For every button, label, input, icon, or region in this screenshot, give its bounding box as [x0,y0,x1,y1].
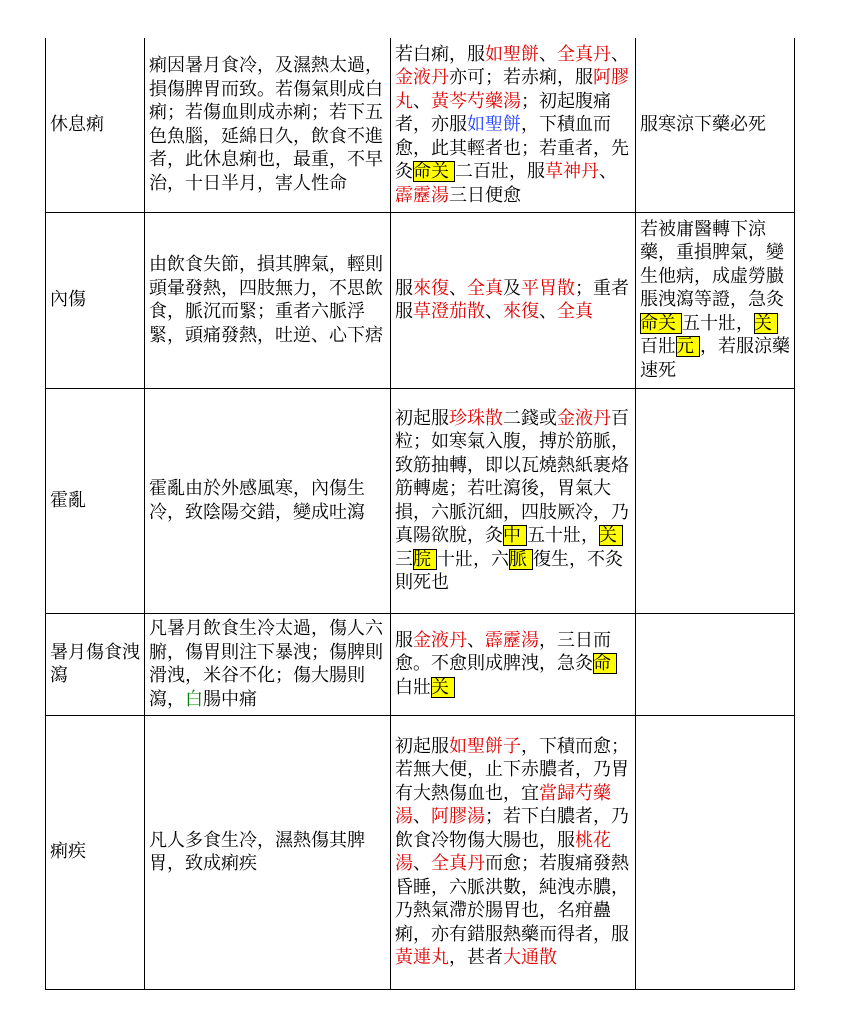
remedy-name: 來復 [413,277,449,299]
table-row [46,613,795,715]
acupoint-highlight: 关 [754,313,778,334]
contraindication [636,613,795,715]
remedy-name: 草澄茄散 [413,301,485,322]
remedy-name: 金液丹 [557,407,611,429]
remedy-name: 霹靂湯 [395,184,449,206]
acupoint-highlight: 关 [599,525,623,546]
disease-name: 休息痢 [46,38,145,212]
disease-description: 凡暑月飲食生冷太過，傷人六腑，傷胃則注下暴洩；傷脾則滑洩，米谷不化；傷大腸則瀉，白腸中痛 [145,613,391,715]
remedy-name: 黃連丸 [395,947,449,968]
disease-description: 凡人多食生冷，濕熱傷其脾胃，致成痢疾 [145,715,391,989]
acupoint-highlight: 命关 [413,161,455,182]
disease-table [45,38,795,990]
remedy-name: 來復 [503,301,539,322]
acupoint-highlight: 命关 [640,313,682,334]
remedy-name: 全真 [557,301,593,322]
acupoint-highlight: 脘 [413,549,437,570]
herb-name: 白 [185,688,203,710]
table-row [46,715,795,989]
disease-description: 痢因暑月食冷，及濕熱太過，損傷脾胃而致。若傷氣則成白痢；若傷血則成赤痢；若下五色魚腦，延綿日久，飲食不進者，此休息痢也，最重，不早治，十日半月，害人性命 [145,38,391,212]
remedy-name: 全真丹 [431,853,485,874]
table-row [46,388,795,613]
disease-name: 暑月傷食洩瀉 [46,613,145,715]
disease-name: 痢疾 [46,715,145,989]
remedy-name: 如聖餅 [485,43,539,65]
disease-description: 由飲食失節，損其脾氣，輕則頭暈發熱，四肢無力，不思飲食，脈沉而緊；重者六脈浮緊，頭痛發熱，吐逆、心下痞 [145,212,391,388]
remedy-name: 黃芩芍藥湯 [431,90,521,112]
remedy-name: 金液丹 [413,629,467,651]
treatment: 初起服珍珠散二錢或金液丹百粒；如寒氣入腹，搏於筋脈，致筋抽轉，即以瓦燒熱紙裹烙筋轉處；若吐瀉後，胃氣大損，六脈沉細，四肢厥冷，乃真陽欲脫，灸中 五十壯，关三脘 十壯，六脈 復生，不灸則死也 [391,388,636,613]
remedy-name: 全真 [467,277,503,299]
treatment: 若白痢，服如聖餅、全真丹、金液丹亦可；若赤痢，服阿膠丸、黃芩芍藥湯；初起腹痛者，亦服如聖餅，下積血而愈，此其輕者也；若重者，先灸命关 二百壯，服草神丹、霹靂湯三日便愈 [391,38,636,212]
remedy-name: 金液丹 [395,67,449,88]
disease-name: 內傷 [46,212,145,388]
table-row [46,212,795,388]
table-row [46,38,795,212]
remedy-name: 阿膠丸 [395,67,629,112]
acupoint-highlight: 脈 [509,549,533,570]
remedy-name: 桃花湯 [395,829,611,874]
remedy-name: 全真丹 [557,43,611,65]
disease-description: 霍亂由於外感風寒，內傷生冷，致陰陽交錯，變成吐瀉 [145,388,391,613]
remedy-name: 如聖餅子 [449,735,521,757]
contraindication: 若被庸醫轉下涼藥，重損脾氣，變生他病，成虛勞臌脹洩瀉等證，急灸命关 五十壯，关百壯元 ，若服涼藥速死 [636,212,795,388]
contraindication [636,715,795,989]
acupoint-highlight: 元 [676,336,700,357]
remedy-name: 平胃散 [521,277,575,299]
remedy-name: 珍珠散 [449,407,503,429]
remedy-name: 阿膠湯 [431,806,485,827]
disease-name: 霍亂 [46,388,145,613]
remedy-name: 霹靂湯 [485,629,539,651]
treatment: 服金液丹、霹靂湯，三日而愈。不愈則成脾洩，急灸命白壯关 [391,613,636,715]
treatment: 服來復、全真及平胃散；重者服草澄茄散、來復、全真 [391,212,636,388]
acupoint-highlight: 关 [431,677,455,698]
remedy-name: 如聖餅 [467,114,521,135]
remedy-name: 草神丹 [545,161,599,182]
treatment: 初起服如聖餅子，下積而愈；若無大便，止下赤膿者，乃胃有大熱傷血也，宜當歸芍藥湯、阿膠湯；若下白膿者，乃飲食冷物傷大腸也，服桃花湯、全真丹而愈；若腹痛發熱昏睡，六脈洪數，純洩赤膿，乃熱氣滯於腸胃也，名疳蠱痢，亦有錯服熱藥而得者，服黃連丸，甚者大通散 [391,715,636,989]
acupoint-highlight: 命 [593,653,617,674]
acupoint-highlight: 中 [503,525,527,546]
contraindication: 服寒涼下藥必死 [636,38,795,212]
remedy-name: 當歸芍藥湯 [395,782,611,827]
remedy-name: 大通散 [503,947,557,968]
contraindication [636,388,795,613]
